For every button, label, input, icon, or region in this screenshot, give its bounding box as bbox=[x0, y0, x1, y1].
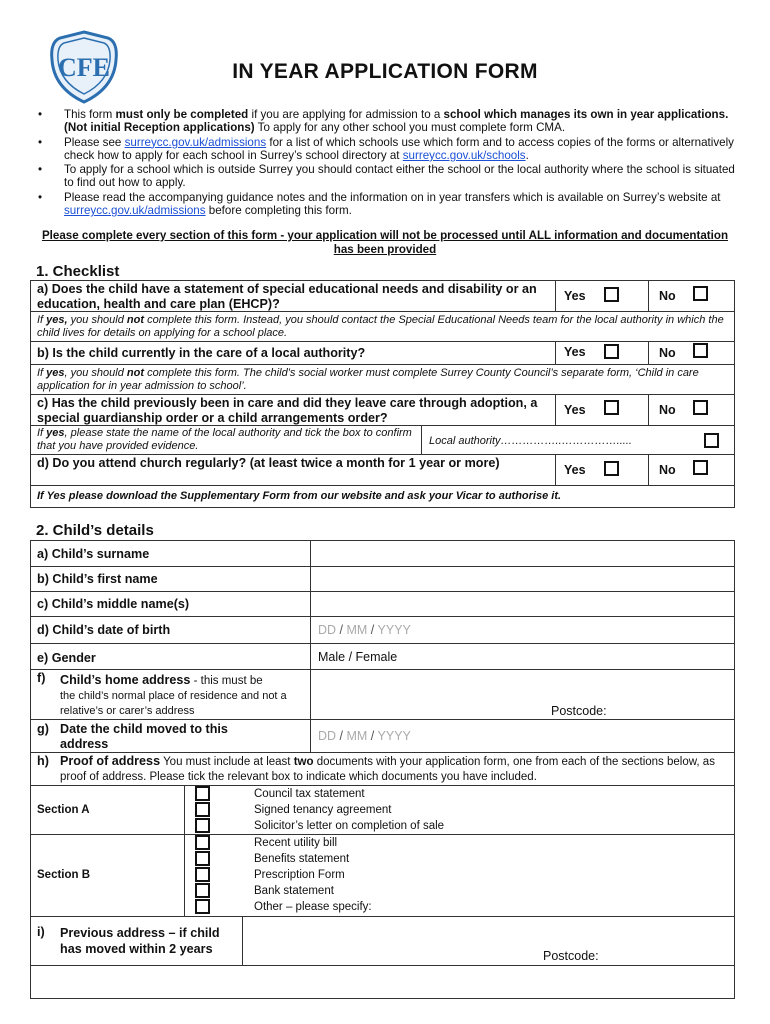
move-date-placeholder bbox=[318, 729, 411, 743]
section-a-label: Section A bbox=[37, 804, 90, 816]
note-d-cell bbox=[30, 485, 735, 508]
text: MM bbox=[346, 623, 368, 637]
section-a-options bbox=[184, 785, 735, 835]
note-c bbox=[31, 426, 421, 454]
section-b-label-cell bbox=[30, 834, 185, 917]
text: the child’s normal place of residence and not a relative’s or carer’s address bbox=[60, 690, 287, 717]
home-address-label bbox=[60, 671, 308, 719]
checkbox-a-yes[interactable] bbox=[604, 287, 619, 302]
no-label: No bbox=[659, 346, 676, 360]
completion-notice: Please complete every section of this form - your application will not be processed until ALL information and documentation has been provided bbox=[41, 229, 729, 256]
text: MM bbox=[346, 729, 368, 743]
bullet-3: • To apply for a school which is outside Surrey you should contact either the school or the local authority where the school is situated to find out how to apply. bbox=[38, 163, 738, 190]
text: - this must be bbox=[190, 675, 263, 687]
dob-input[interactable] bbox=[310, 616, 735, 644]
section-b-label: Section B bbox=[37, 869, 91, 881]
checkbox-tenancy[interactable] bbox=[195, 802, 210, 817]
checkbox-c-yes[interactable] bbox=[604, 400, 619, 415]
no-cell bbox=[648, 341, 735, 365]
bullet-4 bbox=[38, 191, 738, 218]
text: / bbox=[336, 729, 347, 743]
page-title: IN YEAR APPLICATION FORM bbox=[232, 60, 538, 83]
home-address-input[interactable] bbox=[310, 669, 735, 720]
text: if you are applying for admission to a bbox=[248, 108, 444, 121]
text-bold: yes bbox=[46, 367, 65, 379]
local-authority-field[interactable]: Local authority……………..……………..... bbox=[429, 435, 632, 447]
text: / bbox=[336, 623, 347, 637]
text: documents with your application form, one from each of the sections below, as proof of address. Please tick the relevant box to indicate which documents you have included. bbox=[60, 756, 715, 783]
text: If bbox=[37, 427, 47, 439]
checkbox-benefits[interactable] bbox=[195, 851, 210, 866]
text: g) bbox=[37, 722, 49, 736]
text: Child’s home address bbox=[60, 673, 191, 687]
first-name-label: b) Child’s first name bbox=[37, 572, 158, 586]
admissions-link-2[interactable]: surreycc.gov.uk/admissions bbox=[64, 204, 206, 218]
postcode-label-2: Postcode: bbox=[543, 949, 599, 963]
surname-label-cell bbox=[30, 540, 311, 567]
note-d: If Yes please download the Supplementary Form from our website and ask your Vicar to authorise it. bbox=[37, 490, 562, 502]
question-d: d) Do you attend church regularly? (at least twice a month for 1 year or more) bbox=[37, 456, 500, 470]
yes-label: Yes bbox=[564, 403, 586, 417]
option-council-tax: Council tax statement bbox=[254, 788, 365, 800]
note-a-cell bbox=[30, 311, 735, 342]
yes-cell bbox=[555, 341, 649, 365]
checkbox-other[interactable] bbox=[195, 899, 210, 914]
surname-label: a) Child’s surname bbox=[37, 547, 150, 561]
no-cell bbox=[648, 454, 735, 486]
previous-address-label: Previous address – if child has moved within 2 years bbox=[60, 926, 220, 956]
move-date-label-cell bbox=[30, 719, 311, 753]
checkbox-utility-bill[interactable] bbox=[195, 835, 210, 850]
bullet-1 bbox=[38, 108, 738, 135]
text: DD bbox=[318, 623, 337, 637]
proof-of-address-cell bbox=[30, 752, 735, 786]
checkbox-d-yes[interactable] bbox=[604, 461, 619, 476]
option-utility-bill: Recent utility bill bbox=[254, 837, 338, 849]
home-address-label-cell bbox=[30, 669, 311, 720]
option-other: Other – please specify: bbox=[254, 901, 372, 913]
question-b-cell bbox=[30, 341, 556, 365]
note-b bbox=[31, 365, 734, 395]
text: YYYY bbox=[377, 623, 411, 637]
text: for a list of which schools use which form and to access copies of the forms or alternatively check how to apply for each school in Surrey’s school directory at bbox=[64, 135, 734, 162]
note-c-cell bbox=[30, 425, 422, 455]
no-cell bbox=[648, 280, 735, 312]
section-a-label-cell bbox=[30, 785, 185, 835]
text: i) bbox=[37, 925, 45, 939]
checkbox-b-yes[interactable] bbox=[604, 344, 619, 359]
note-b-cell bbox=[30, 364, 735, 395]
previous-address-input[interactable] bbox=[242, 916, 735, 966]
yes-label: Yes bbox=[564, 289, 586, 303]
option-solicitor-letter: Solicitor’s letter on completion of sale bbox=[254, 820, 445, 832]
text-bold: school which manages its own in year applications. (Not initial Reception applications) bbox=[64, 108, 729, 135]
schools-link[interactable]: surreycc.gov.uk/schools bbox=[402, 148, 526, 162]
logo-letters: CFE bbox=[58, 53, 110, 82]
yes-label: Yes bbox=[564, 463, 586, 477]
text: / bbox=[367, 623, 378, 637]
no-label: No bbox=[659, 289, 676, 303]
instructions-list bbox=[38, 108, 738, 218]
text: h) bbox=[37, 754, 49, 768]
text-bold: Proof of address bbox=[60, 754, 161, 768]
question-d-cell bbox=[30, 454, 556, 486]
question-a: a) Does the child have a statement of special educational needs and disability or an education, health and care plan (EHCP)? bbox=[37, 282, 537, 311]
text: complete this form. Instead, you should contact the Special Educational Needs team for the local authority in which the child lives for details on applying for a school place. bbox=[37, 314, 724, 339]
question-b: b) Is the child currently in the care of a local authority? bbox=[37, 346, 366, 360]
text: Please read the accompanying guidance notes and the information on in year transfers which is available on Surrey’s website at bbox=[64, 190, 721, 204]
checkbox-c-evidence[interactable] bbox=[704, 433, 719, 448]
local-authority-cell bbox=[421, 425, 735, 455]
yes-cell bbox=[555, 280, 649, 312]
option-benefits: Benefits statement bbox=[254, 853, 350, 865]
text: complete this form. The child’s social worker must complete Surrey County Council’s separate form, ‘Child in care application for in year admission to school’. bbox=[37, 367, 699, 392]
text: You must include at least bbox=[160, 756, 294, 768]
text-bold: two bbox=[293, 756, 314, 768]
question-a-cell bbox=[30, 280, 556, 312]
section-heading-checklist: 1. Checklist bbox=[36, 263, 120, 280]
move-date-label: Date the child moved to this address bbox=[60, 722, 228, 751]
section-b-options bbox=[184, 834, 735, 917]
surname-input[interactable] bbox=[310, 540, 735, 567]
text: , please state the name of the local authority and tick the box to confirm that you have provided evidence. bbox=[37, 427, 412, 452]
middle-name-label: c) Child’s middle name(s) bbox=[37, 597, 190, 611]
text: If bbox=[37, 367, 47, 379]
text-bold: must only be completed bbox=[115, 108, 249, 121]
text: . bbox=[525, 148, 529, 162]
gender-label-cell bbox=[30, 643, 311, 670]
text: To apply for any other school you must complete form CMA. bbox=[254, 121, 566, 135]
text-bold: not bbox=[126, 367, 145, 379]
middle-name-input[interactable] bbox=[310, 591, 735, 617]
proof-of-address-text bbox=[60, 754, 730, 785]
text: , you should bbox=[64, 367, 127, 379]
first-name-input[interactable] bbox=[310, 566, 735, 592]
text: you should bbox=[67, 314, 127, 326]
text: f) bbox=[37, 671, 46, 685]
option-bank-statement: Bank statement bbox=[254, 885, 334, 897]
gender-field[interactable] bbox=[310, 643, 735, 670]
checkbox-b-no[interactable] bbox=[693, 343, 708, 358]
checkbox-council-tax[interactable] bbox=[195, 786, 210, 801]
dob-label: d) Child’s date of birth bbox=[37, 623, 171, 637]
question-c-cell bbox=[30, 394, 556, 426]
note-a bbox=[31, 312, 734, 342]
dob-placeholder bbox=[318, 623, 411, 637]
text-bold: yes, bbox=[46, 314, 68, 326]
checkbox-prescription[interactable] bbox=[195, 867, 210, 882]
text: If bbox=[37, 314, 47, 326]
checkbox-a-no[interactable] bbox=[693, 286, 708, 301]
admissions-link[interactable]: surreycc.gov.uk/admissions bbox=[124, 135, 267, 149]
no-label: No bbox=[659, 463, 676, 477]
no-cell bbox=[648, 394, 735, 426]
checkbox-d-no[interactable] bbox=[693, 460, 708, 475]
text: before completing this form. bbox=[205, 204, 352, 218]
text: / bbox=[367, 729, 378, 743]
text: This form bbox=[64, 108, 116, 121]
option-tenancy: Signed tenancy agreement bbox=[254, 804, 392, 816]
section-heading-child-details: 2. Child’s details bbox=[36, 522, 154, 539]
middle-name-label-cell bbox=[30, 591, 311, 617]
dob-label-cell bbox=[30, 616, 311, 644]
text-bold: yes bbox=[46, 427, 65, 439]
move-date-input[interactable] bbox=[310, 719, 735, 753]
question-c: c) Has the child previously been in care and did they leave care through adoption, a special guardianship order or a child arrangements order? bbox=[37, 396, 538, 425]
text: DD bbox=[318, 729, 337, 743]
checkbox-solicitor-letter[interactable] bbox=[195, 818, 210, 833]
first-name-label-cell bbox=[30, 566, 311, 592]
yes-cell bbox=[555, 394, 649, 426]
postcode-label: Postcode: bbox=[551, 704, 607, 718]
bullet-2 bbox=[38, 136, 738, 163]
gender-label: e) Gender bbox=[37, 651, 96, 665]
previous-address-label-cell bbox=[30, 916, 243, 966]
previous-address-input-continued[interactable] bbox=[30, 965, 735, 999]
gender-options: Male / Female bbox=[318, 650, 398, 664]
checkbox-c-no[interactable] bbox=[693, 400, 708, 415]
no-label: No bbox=[659, 403, 676, 417]
yes-label: Yes bbox=[564, 345, 586, 359]
text: YYYY bbox=[377, 729, 411, 743]
option-prescription: Prescription Form bbox=[254, 869, 345, 881]
yes-cell bbox=[555, 454, 649, 486]
checkbox-bank-statement[interactable] bbox=[195, 883, 210, 898]
text: Please see bbox=[64, 135, 125, 149]
text-bold: not bbox=[126, 314, 145, 326]
